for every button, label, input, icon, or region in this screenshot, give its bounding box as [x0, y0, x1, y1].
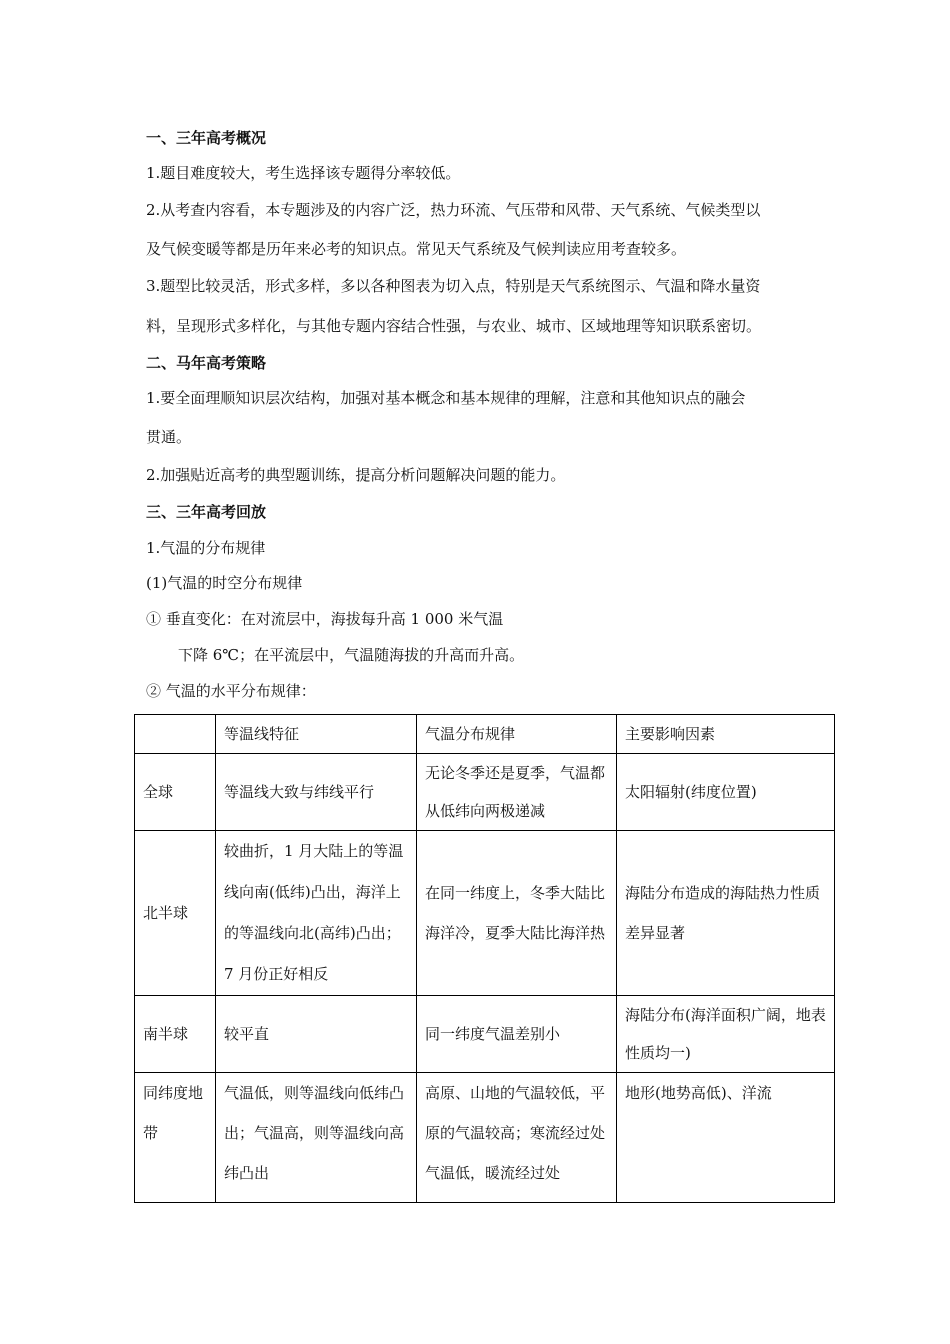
section2-paragraph-1-line-2: 贯通。 — [146, 428, 192, 446]
table-row — [135, 754, 835, 831]
table-cell-region: 北半球 — [135, 831, 216, 996]
table-row — [135, 831, 835, 996]
section3-subheading-1: 1.气温的分布规律 — [146, 539, 266, 557]
vertical-change-line-1: ① 垂直变化：在对流层中，海拔每升高 1 000 米气温 — [146, 610, 504, 628]
table-cell-region: 全球 — [135, 754, 216, 831]
table-cell-pattern: 同一纬度气温差别小 — [417, 996, 617, 1073]
table-header-row — [135, 715, 835, 754]
table-cell-isotherm: 等温线大致与纬线平行 — [216, 754, 417, 831]
vertical-change-line-2: 下降 6℃；在平流层中，气温随海拔的升高而升高。 — [178, 646, 525, 664]
table-cell-factor: 海陆分布造成的海陆热力性质差异显著 — [617, 831, 835, 996]
temperature-distribution-table — [134, 714, 835, 1203]
table-row — [135, 996, 835, 1073]
table-header-cell: 主要影响因素 — [617, 715, 835, 754]
section3-heading: 三、三年高考回放 — [146, 503, 267, 521]
section2-heading: 二、马年高考策略 — [146, 354, 267, 372]
section2-paragraph-1-line-1: 1.要全面理顺知识层次结构，加强对基本概念和基本规律的理解，注意和其他知识点的融会 — [146, 389, 746, 407]
table-header-cell: 等温线特征 — [216, 715, 417, 754]
table-header-cell — [135, 715, 216, 754]
section1-paragraph-1: 1.题目难度较大，考生选择该专题得分率较低。 — [146, 164, 461, 182]
table-cell-region: 同纬度地带 — [135, 1073, 216, 1203]
table-cell-factor: 地形(地势高低)、洋流 — [617, 1073, 835, 1203]
table-cell-factor: 太阳辐射(纬度位置) — [617, 754, 835, 831]
table-row — [135, 1073, 835, 1203]
section1-paragraph-2-line-2: 及气候变暖等都是历年来必考的知识点。常见天气系统及气候判读应用考查较多。 — [146, 240, 687, 258]
section1-paragraph-2-line-1: 2.从考查内容看，本专题涉及的内容广泛，热力环流、气压带和风带、天气系统、气候类型以 — [146, 201, 761, 219]
table-cell-pattern: 无论冬季还是夏季，气温都从低纬向两极递减 — [417, 754, 617, 831]
table-cell-region: 南半球 — [135, 996, 216, 1073]
section2-paragraph-2: 2.加强贴近高考的典型题训练，提高分析问题解决问题的能力。 — [146, 466, 566, 484]
table-cell-pattern: 高原、山地的气温较低，平原的气温较高；寒流经过处气温低，暖流经过处 — [417, 1073, 617, 1203]
table-cell-pattern: 在同一纬度上，冬季大陆比海洋冷，夏季大陆比海洋热 — [417, 831, 617, 996]
horizontal-distribution-title: ② 气温的水平分布规律： — [146, 682, 316, 700]
section3-subheading-2: (1)气温的时空分布规律 — [146, 574, 303, 592]
section1-heading: 一、三年高考概况 — [146, 129, 267, 147]
table-cell-factor: 海陆分布(海洋面积广阔，地表性质均一) — [617, 996, 835, 1073]
section1-paragraph-3-line-2: 料，呈现形式多样化，与其他专题内容结合性强，与农业、城市、区域地理等知识联系密切。 — [146, 317, 762, 335]
table-cell-isotherm: 气温低，则等温线向低纬凸出；气温高，则等温线向高纬凸出 — [216, 1073, 417, 1203]
table-header-cell: 气温分布规律 — [417, 715, 617, 754]
section1-paragraph-3-line-1: 3.题型比较灵活，形式多样，多以各种图表为切入点，特别是天气系统图示、气温和降水量资 — [146, 277, 761, 295]
table-cell-isotherm: 较平直 — [216, 996, 417, 1073]
table-cell-isotherm: 较曲折，1 月大陆上的等温线向南(低纬)凸出，海洋上的等温线向北(高纬)凸出；7 月份正好相反 — [216, 831, 417, 996]
